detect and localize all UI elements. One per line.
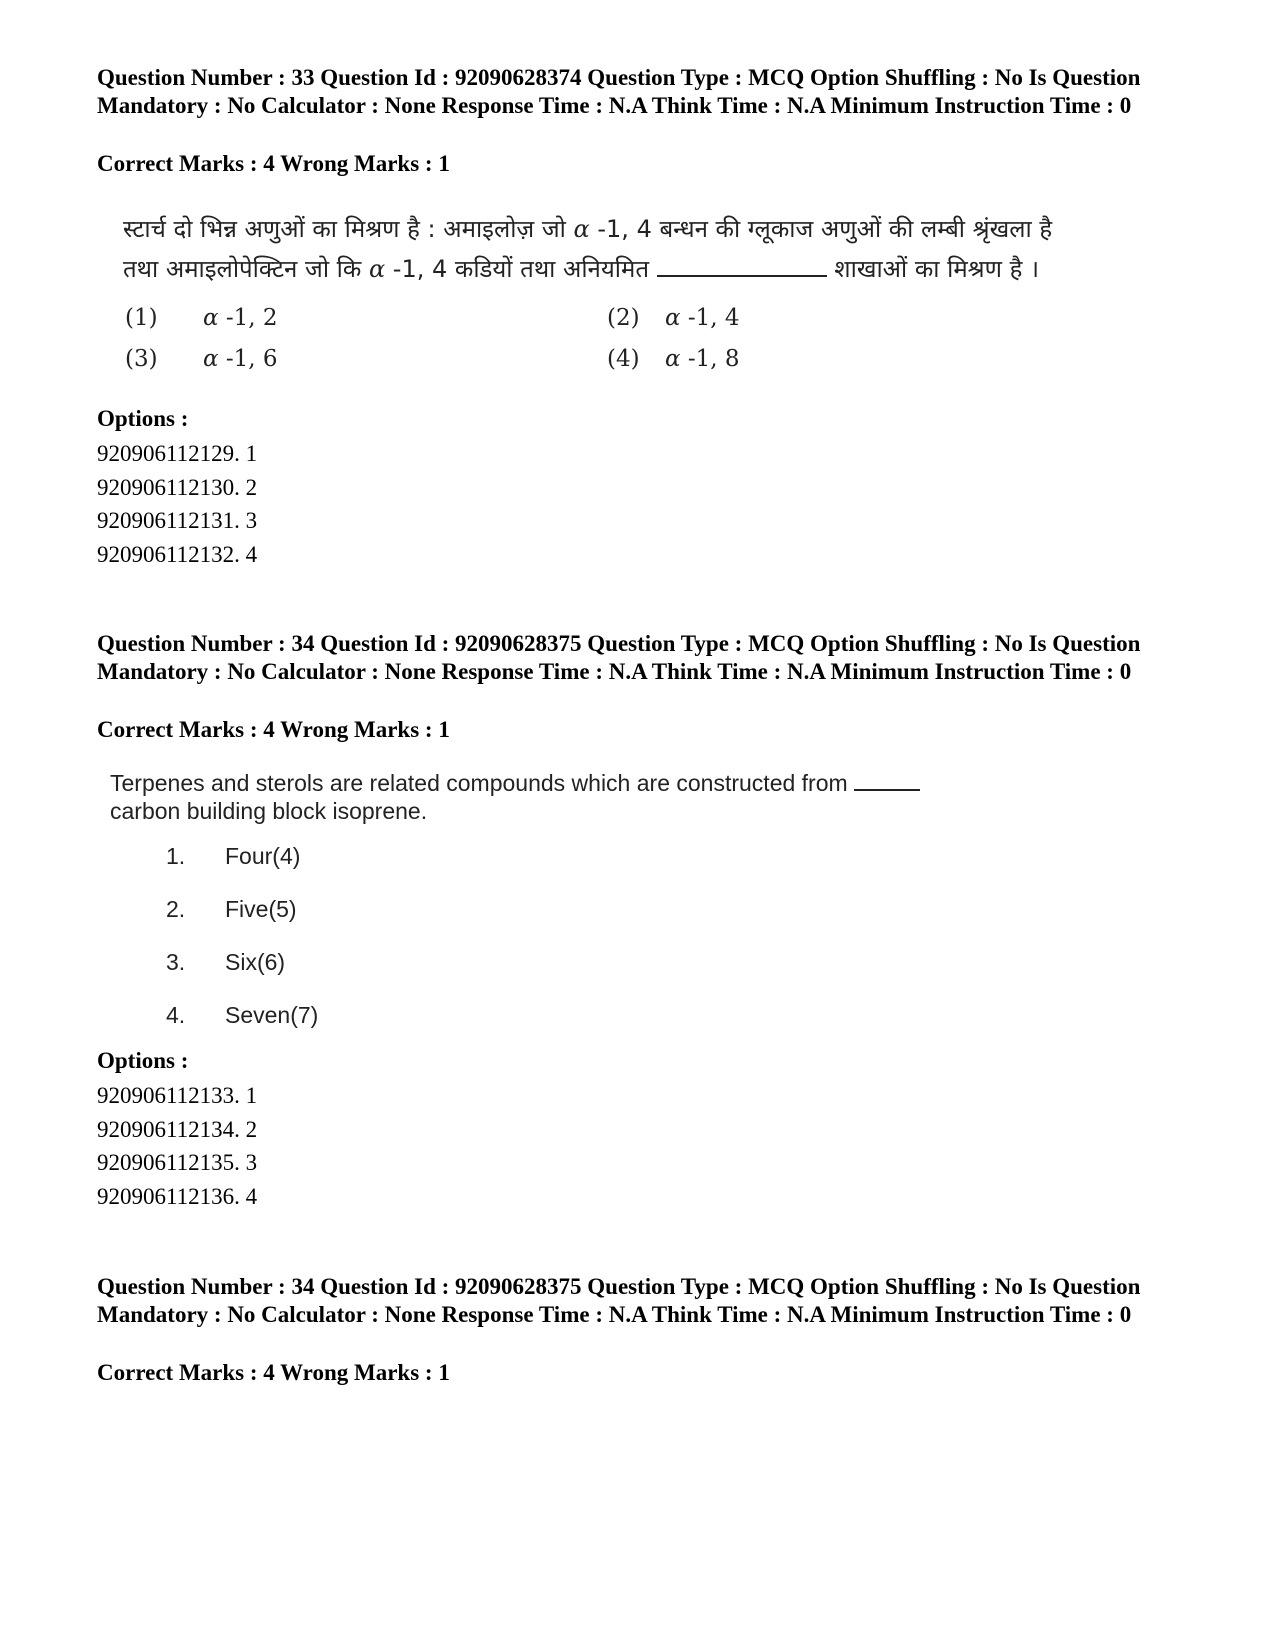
choice-number: 4. (166, 1002, 186, 1028)
choice-number: 3. (166, 949, 186, 975)
q34-options-label: Options : (97, 1048, 189, 1073)
choice-text: Six(6) (225, 949, 286, 975)
q33-choice-4 (607, 345, 740, 373)
question-34-line-1 (110, 769, 1010, 797)
q33-options-label: Options : (97, 406, 189, 431)
question-34-repeat-marks: Correct Marks : 4 Wrong Marks : 1 (97, 1360, 450, 1385)
alpha-symbol: α (203, 346, 219, 372)
question-33-line-2 (123, 249, 1133, 289)
option-item: 920906112135. 3 (97, 1150, 258, 1175)
question-34-marks: Correct Marks : 4 Wrong Marks : 1 (97, 717, 450, 742)
question-34-line-2: carbon building block isoprene. (110, 798, 428, 824)
question-34-repeat-meta: Question Number : 34 Question Id : 92090628375 Question Type : MCQ Option Shuffling : No Is Question Mandatory : No Calculator : None Response Time : N.A Think Time : N.A Minimum Instruction Time : 0 (97, 1274, 1141, 1327)
q33-choice-2 (607, 304, 740, 332)
choice-text: Five(5) (225, 896, 297, 922)
q33-line2-part-c: शाखाओं का मिश्रण है । (826, 255, 1040, 283)
fill-in-blank (854, 769, 920, 791)
fill-in-blank (657, 253, 827, 277)
choice-text: Four(4) (225, 843, 301, 869)
question-33-line-1 (123, 209, 1133, 249)
option-item: 920906112132. 4 (97, 541, 258, 567)
q33-line1-part-a: स्टार्च दो भिन्न अणुओं का मिश्रण है : अमाइलोज़ जो (123, 215, 574, 243)
choice-number: (1) (125, 305, 158, 331)
choice-text: -1, 2 (218, 305, 278, 331)
alpha-symbol: α (203, 305, 219, 331)
q33-line2-part-b: -1, 4 कडियों तथा अनियमित (385, 255, 657, 283)
question-34-meta: Question Number : 34 Question Id : 92090628375 Question Type : MCQ Option Shuffling : No Is Question Mandatory : No Calculator : None Response Time : N.A Think Time : N.A Minimum Instruction Time : 0 (97, 631, 1141, 684)
alpha-symbol: α (665, 346, 681, 372)
q34-choice-2 (166, 895, 318, 948)
option-item: 920906112136. 4 (97, 1183, 258, 1209)
choice-number: (3) (125, 346, 158, 372)
question-34-text (110, 769, 1010, 825)
q34-choice-3 (166, 948, 318, 1001)
choice-number: 1. (166, 843, 186, 869)
option-item: 920906112134. 2 (97, 1116, 258, 1142)
choice-number: (4) (607, 346, 640, 372)
question-33-text (123, 209, 1133, 289)
q33-choice-3 (125, 345, 278, 373)
q34-choices-list (166, 842, 318, 1054)
question-33-marks: Correct Marks : 4 Wrong Marks : 1 (97, 151, 450, 176)
q34-options-list (97, 1079, 257, 1213)
q33-line2-part-a: तथा अमाइलोपेक्टिन जो कि (123, 255, 369, 283)
q33-choice-1 (125, 304, 278, 332)
question-33-meta: Question Number : 33 Question Id : 92090628374 Question Type : MCQ Option Shuffling : No Is Question Mandatory : No Calculator : None Response Time : N.A Think Time : N.A Minimum Instruction Time : 0 (97, 65, 1141, 118)
q33-alpha-symbol: α (573, 215, 590, 243)
alpha-symbol: α (665, 305, 681, 331)
q33-alpha-symbol: α (368, 255, 386, 283)
q34-choice-4 (166, 1001, 318, 1054)
choice-number: 2. (166, 896, 186, 922)
choice-number: (2) (607, 305, 640, 331)
q34-choice-1 (166, 842, 318, 895)
choice-text: -1, 4 (680, 305, 740, 331)
option-item: 920906112131. 3 (97, 508, 258, 533)
q34-line1: Terpenes and sterols are related compounds which are constructed from (110, 770, 855, 796)
option-item: 920906112129. 1 (97, 441, 258, 466)
q33-line1-part-b: -1, 4 बन्धन की ग्लूकाज अणुओं की लम्बी श्रृंखला है (589, 215, 1053, 243)
choice-text: Seven(7) (225, 1002, 319, 1028)
choice-text: -1, 8 (680, 346, 740, 372)
choice-text: -1, 6 (218, 346, 278, 372)
option-item: 920906112130. 2 (97, 474, 258, 500)
q33-options-list (97, 437, 257, 571)
option-item: 920906112133. 1 (97, 1083, 258, 1108)
